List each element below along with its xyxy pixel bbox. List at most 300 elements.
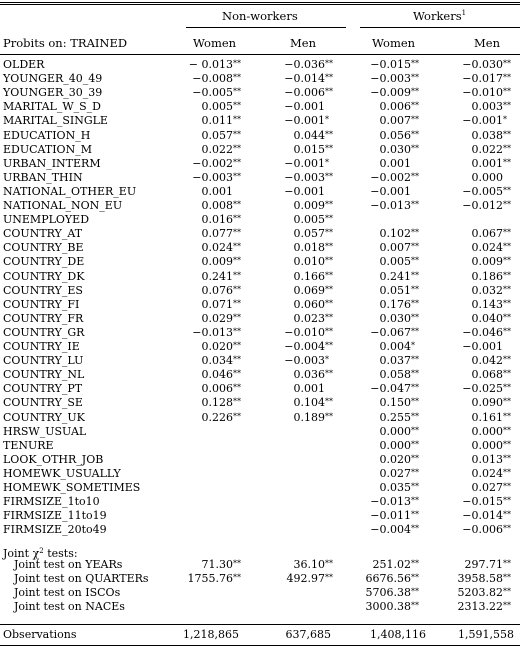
coefficient-cell [293, 368, 333, 382]
coefficient-value: −0.009 [370, 86, 411, 100]
coefficient-cell [462, 382, 511, 396]
row-label: EDUCATION_H [3, 128, 91, 142]
coefficient-value: 0.015 [293, 142, 325, 156]
col-header-workers-women: Women [372, 36, 416, 50]
significance-stars: ** [411, 326, 419, 336]
significance-stars: * [503, 115, 507, 125]
coefficient-value: −0.036 [284, 58, 325, 71]
coefficient-value: 0.024 [201, 241, 233, 255]
coefficient-value: 0.076 [201, 283, 233, 297]
table-row [0, 558, 520, 572]
significance-stars: ** [411, 482, 419, 491]
significance-stars: ** [503, 453, 511, 463]
table-row [0, 523, 520, 537]
significance-stars: ** [325, 59, 333, 68]
coefficient-cell [471, 255, 511, 269]
coefficient-cell [471, 396, 511, 410]
significance-stars: ** [411, 87, 419, 97]
coefficient-cell [464, 558, 511, 572]
significance-stars: ** [503, 228, 511, 238]
row-label: Joint test on YEARs [14, 558, 123, 571]
coefficient-value: −0.067 [370, 325, 411, 339]
coefficient-cell [379, 227, 419, 241]
coefficient-value: 0.077 [201, 227, 233, 241]
workers-underline [360, 27, 520, 28]
significance-stars: ** [233, 73, 241, 83]
coefficient-cell [370, 523, 419, 537]
coefficient-cell [379, 424, 419, 439]
significance-stars: ** [503, 601, 511, 610]
coefficient-value: 251.02 [372, 558, 411, 571]
observation-count: 1,218,865 [183, 628, 239, 641]
coefficient-cell [471, 227, 511, 241]
table-row [0, 86, 520, 100]
coefficient-cell [471, 100, 511, 114]
significance-stars: ** [411, 171, 419, 181]
joint-tests-heading: Joint $\chi^2$ tests: [3, 547, 78, 560]
coefficient-cell [471, 354, 511, 368]
coefficient-value: 0.032 [471, 283, 503, 297]
significance-stars: ** [503, 439, 511, 449]
observation-count: 1,591,558 [458, 628, 514, 641]
coefficient-value: 0.007 [379, 114, 411, 128]
coefficient-cell [462, 495, 511, 509]
coefficient-value: 0.001 [293, 382, 325, 396]
coefficient-value: 5203.82 [457, 586, 503, 599]
significance-stars: ** [233, 383, 241, 393]
coefficient-cell [201, 213, 241, 227]
coefficient-cell [201, 297, 241, 312]
coefficient-cell [192, 86, 241, 100]
coefficient-value: 492.97 [286, 572, 325, 585]
row-label: HOMEWK_SOMETIMES [3, 481, 141, 494]
dependent-variable-label: Probits on: TRAINED [3, 36, 128, 50]
coefficient-cell [379, 241, 419, 255]
table-row [0, 270, 520, 284]
significance-stars: ** [325, 284, 333, 294]
table-row [0, 481, 520, 495]
significance-stars: ** [325, 298, 333, 308]
coefficient-cell [462, 523, 511, 537]
row-label: YOUNGER_30_39 [3, 86, 103, 100]
row-label: COUNTRY_UK [3, 410, 85, 424]
coefficient-cell [379, 368, 419, 382]
coefficient-value: 0.011 [201, 114, 233, 128]
coefficient-value: 0.003 [471, 100, 503, 114]
coefficient-cell [201, 142, 241, 157]
group-header-workers: Workers$^1$ [413, 9, 467, 23]
coefficient-value: 0.057 [293, 227, 325, 241]
significance-stars: ** [233, 101, 241, 111]
significance-stars: ** [503, 256, 511, 266]
table-row [0, 298, 520, 312]
coefficient-value: −0.003 [284, 170, 325, 184]
coefficient-cell [462, 58, 511, 72]
coefficient-value: 0.000 [379, 438, 411, 452]
table-row [0, 143, 520, 157]
significance-stars: ** [325, 228, 333, 238]
footnote-marker: 1 [461, 9, 467, 17]
coefficient-cell [201, 368, 241, 382]
coefficient-cell [471, 481, 511, 495]
coefficient-value: 0.037 [379, 354, 411, 368]
coefficient-cell [370, 325, 419, 340]
coefficient-cell [370, 495, 419, 509]
coefficient-value: 0.102 [379, 227, 411, 241]
coefficient-cell [284, 86, 333, 100]
coefficient-value: −0.006 [462, 523, 503, 537]
coefficient-value: −0.013 [192, 325, 233, 339]
coefficient-cell [462, 340, 503, 354]
coefficient-value: 3958.58 [457, 572, 503, 585]
coefficient-value: −0.002 [192, 156, 233, 170]
coefficient-value: 0.006 [201, 382, 233, 396]
top-rule-double [0, 4, 520, 5]
coefficient-cell [192, 325, 241, 340]
coefficient-value: −0.017 [462, 72, 503, 86]
significance-stars: ** [233, 171, 241, 181]
significance-stars: ** [411, 453, 419, 463]
coefficient-value: 1755.76 [187, 572, 233, 585]
coefficient-value: −0.012 [462, 199, 503, 212]
table-row [0, 157, 520, 171]
table-row [0, 495, 520, 509]
coefficient-cell [379, 255, 419, 269]
coefficient-value: 0.016 [201, 213, 233, 227]
coefficient-value: −0.006 [284, 86, 325, 100]
coefficient-value: − 0.013 [188, 58, 233, 71]
coefficient-value: 0.038 [471, 128, 503, 142]
coefficient-value: −0.002 [370, 170, 411, 184]
coefficient-value: 0.000 [471, 170, 503, 184]
coefficient-cell [201, 241, 241, 255]
coefficient-value: 0.241 [201, 269, 233, 283]
coefficient-value: 0.030 [379, 142, 411, 156]
header-rule [0, 54, 520, 55]
significance-stars: ** [325, 171, 333, 181]
col-header-workers-men: Men [474, 36, 500, 50]
table-row [0, 255, 520, 269]
coefficient-value: 0.020 [379, 452, 411, 466]
coefficient-cell [284, 340, 333, 354]
coefficient-value: 0.226 [201, 410, 233, 424]
coefficient-cell [471, 452, 511, 467]
row-label: HOMEWK_USUALLY [3, 466, 121, 480]
table-row [0, 312, 520, 326]
significance-stars: ** [503, 411, 511, 421]
coefficient-value: −0.004 [284, 340, 325, 353]
row-label: OLDER [3, 58, 45, 71]
coefficient-cell [379, 481, 419, 495]
coefficient-value: 0.255 [379, 410, 411, 424]
coefficient-cell [471, 368, 511, 382]
significance-stars: ** [411, 101, 419, 111]
significance-stars: ** [411, 496, 419, 506]
coefficient-cell [284, 325, 333, 340]
significance-stars: ** [503, 59, 511, 68]
coefficient-cell [293, 396, 333, 410]
significance-stars: ** [411, 242, 419, 252]
significance-stars: ** [503, 242, 511, 252]
significance-stars: ** [503, 369, 511, 379]
coefficient-cell [379, 452, 419, 467]
coefficient-cell [379, 100, 419, 114]
coefficient-value: 71.30 [201, 558, 233, 571]
significance-stars: ** [503, 312, 511, 322]
significance-stars: ** [503, 326, 511, 336]
significance-stars: ** [411, 284, 419, 294]
coefficient-cell [201, 199, 241, 213]
coefficient-cell [188, 58, 241, 72]
coefficient-cell [294, 382, 326, 396]
coefficient-value: 0.186 [471, 269, 503, 283]
table-row [0, 241, 520, 255]
significance-stars: ** [411, 312, 419, 322]
coefficient-cell [293, 283, 333, 298]
significance-stars: ** [325, 129, 333, 139]
coefficient-cell [471, 297, 511, 312]
significance-stars: ** [233, 355, 241, 365]
table-row [0, 368, 520, 382]
significance-stars: ** [325, 256, 333, 266]
coefficient-cell [462, 86, 511, 100]
coefficient-value: 0.001 [471, 156, 503, 170]
coefficient-cell [284, 156, 329, 171]
coefficient-cell [286, 572, 333, 586]
table-row [0, 58, 520, 72]
significance-stars: ** [503, 397, 511, 407]
coefficient-value: −0.015 [370, 58, 411, 71]
table-row [0, 411, 520, 425]
coefficient-cell [201, 410, 241, 425]
significance-stars: ** [503, 355, 511, 365]
coefficient-cell [201, 283, 241, 298]
significance-stars: ** [233, 397, 241, 407]
coefficient-value: −0.015 [462, 495, 503, 509]
coefficient-cell [379, 142, 419, 157]
coefficient-value: −0.003 [370, 72, 411, 86]
coefficient-cell [379, 128, 419, 143]
coefficient-cell [462, 509, 511, 523]
row-label: COUNTRY_AT [3, 227, 83, 241]
coefficient-value: 0.034 [201, 354, 233, 368]
row-label: COUNTRY_DK [3, 269, 85, 283]
row-label: COUNTRY_SE [3, 396, 83, 410]
significance-stars: ** [503, 101, 511, 111]
row-label: FIRMSIZE_1to10 [3, 495, 100, 509]
coefficient-value: 0.027 [471, 481, 503, 494]
significance-stars: * [325, 355, 329, 365]
coefficient-cell [365, 586, 419, 600]
coefficient-cell [379, 114, 419, 128]
coefficient-cell [192, 156, 241, 171]
significance-stars: * [411, 341, 415, 350]
coefficient-cell [370, 86, 419, 100]
table-row [0, 425, 520, 439]
coefficient-value: −0.005 [462, 184, 503, 198]
coefficient-cell [293, 255, 333, 269]
significance-stars: ** [325, 341, 333, 350]
coefficient-value: −0.013 [370, 495, 411, 509]
coefficient-value: 0.090 [471, 396, 503, 410]
significance-stars: ** [325, 214, 333, 224]
coefficient-cell [370, 185, 411, 199]
observations-rule [0, 624, 520, 625]
coefficient-value: 0.009 [293, 199, 325, 212]
coefficient-value: 0.143 [471, 297, 503, 311]
coefficient-cell [293, 269, 333, 284]
significance-stars: ** [233, 200, 241, 209]
coefficient-value: 0.018 [293, 241, 325, 255]
coefficient-cell [457, 586, 511, 600]
coefficient-value: 0.060 [293, 297, 325, 311]
significance-stars: ** [411, 200, 419, 209]
significance-stars: ** [503, 573, 511, 582]
coefficient-value: 0.051 [379, 283, 411, 297]
coefficient-value: 0.128 [201, 396, 233, 410]
row-label: Joint test on ISCOs [14, 586, 121, 599]
significance-stars: ** [325, 326, 333, 336]
coefficient-cell [293, 241, 333, 255]
coefficient-cell [471, 128, 511, 143]
significance-stars: ** [411, 143, 419, 153]
coefficient-value: 0.009 [201, 255, 233, 269]
significance-stars: ** [411, 524, 419, 534]
significance-stars: ** [325, 559, 333, 568]
coefficient-cell [293, 213, 333, 227]
coefficient-value: 0.057 [201, 128, 233, 142]
coefficient-cell [462, 72, 511, 86]
coefficient-value: 0.040 [471, 311, 503, 325]
significance-stars: ** [503, 467, 511, 477]
coefficient-value: −0.001 [370, 184, 411, 198]
coefficient-cell [372, 558, 419, 572]
row-label: COUNTRY_LU [3, 354, 84, 368]
col-header-nonworkers-women: Women [193, 36, 237, 50]
significance-stars: ** [325, 73, 333, 83]
coefficient-cell [471, 438, 511, 453]
significance-stars: ** [325, 411, 333, 421]
coefficient-cell [462, 199, 511, 213]
coefficient-value: −0.010 [284, 325, 325, 339]
coefficient-value: 0.071 [201, 297, 233, 311]
row-label: COUNTRY_IE [3, 340, 80, 353]
table-row [0, 114, 520, 128]
coefficient-value: −0.001 [284, 100, 325, 114]
significance-stars: ** [411, 439, 419, 449]
coefficient-cell [187, 572, 241, 586]
table-row [0, 600, 520, 614]
coefficient-cell [192, 170, 241, 185]
table-row [0, 326, 520, 340]
row-label: NATIONAL_NON_EU [3, 199, 123, 212]
coefficient-cell [379, 410, 419, 425]
table-row [0, 572, 520, 586]
coefficient-cell [293, 410, 333, 425]
coefficient-value: 0.046 [201, 368, 233, 382]
significance-stars: ** [503, 157, 511, 167]
table-row [0, 227, 520, 241]
significance-stars: ** [411, 425, 419, 435]
significance-stars: ** [503, 129, 511, 139]
significance-stars: ** [233, 157, 241, 167]
coefficient-value: 0.022 [201, 142, 233, 156]
coefficient-value: 0.104 [293, 396, 325, 410]
significance-stars: ** [325, 87, 333, 97]
significance-stars: ** [325, 573, 333, 582]
table-row [0, 509, 520, 523]
row-label: UNEMPLOYED [3, 213, 90, 227]
significance-stars: ** [233, 242, 241, 252]
coefficient-value: 6676.56 [365, 572, 411, 585]
coefficient-value: 0.005 [201, 100, 233, 114]
observation-count: 1,408,116 [370, 628, 426, 641]
table-row [0, 284, 520, 298]
row-label: LOOK_OTHR_JOB [3, 452, 104, 466]
coefficient-cell [471, 241, 511, 255]
coefficient-value: 0.000 [471, 438, 503, 452]
table-row [0, 100, 520, 114]
coefficient-value: 0.001 [379, 156, 411, 170]
significance-stars: ** [233, 298, 241, 308]
significance-stars: ** [233, 341, 241, 350]
coefficient-cell [370, 509, 419, 523]
significance-stars: ** [233, 228, 241, 238]
coefficient-cell [457, 572, 511, 586]
coefficient-value: −0.025 [462, 382, 503, 396]
row-label: Observations [3, 628, 77, 641]
coefficient-value: 0.189 [293, 410, 325, 424]
coefficient-value: −0.014 [462, 509, 503, 523]
coefficient-cell [201, 558, 241, 572]
table-row [0, 340, 520, 354]
table-row [0, 199, 520, 213]
coefficient-value: −0.010 [462, 86, 503, 100]
coefficient-value: −0.001 [284, 156, 325, 170]
coefficient-value: 0.166 [293, 269, 325, 283]
coefficient-cell [201, 311, 241, 326]
significance-stars: ** [325, 312, 333, 322]
coefficient-value: 0.030 [379, 311, 411, 325]
significance-stars: ** [503, 284, 511, 294]
coefficient-cell [201, 114, 241, 128]
table-row [0, 129, 520, 143]
coefficient-cell [201, 354, 241, 368]
coefficient-value: 0.000 [379, 424, 411, 438]
table-row [0, 396, 520, 410]
coefficient-value: 0.044 [293, 128, 325, 142]
coefficient-cell [471, 156, 511, 171]
coefficient-cell [201, 396, 241, 410]
coefficient-cell [284, 100, 325, 114]
row-label: FIRMSIZE_20to49 [3, 523, 107, 537]
significance-stars: ** [503, 425, 511, 435]
coefficient-cell [370, 382, 419, 396]
coefficient-cell [379, 311, 419, 326]
coefficient-value: 0.000 [471, 424, 503, 438]
significance-stars: ** [503, 298, 511, 308]
coefficient-cell [471, 142, 511, 157]
coefficient-cell [471, 269, 511, 284]
significance-stars: ** [233, 143, 241, 153]
coefficient-cell [293, 128, 333, 143]
significance-stars: ** [411, 587, 419, 596]
significance-stars: ** [411, 115, 419, 125]
coefficient-value: 0.009 [471, 255, 503, 269]
group-header-nonworkers: Non-workers [222, 9, 298, 23]
coefficient-cell [201, 255, 241, 269]
significance-stars: ** [503, 482, 511, 491]
